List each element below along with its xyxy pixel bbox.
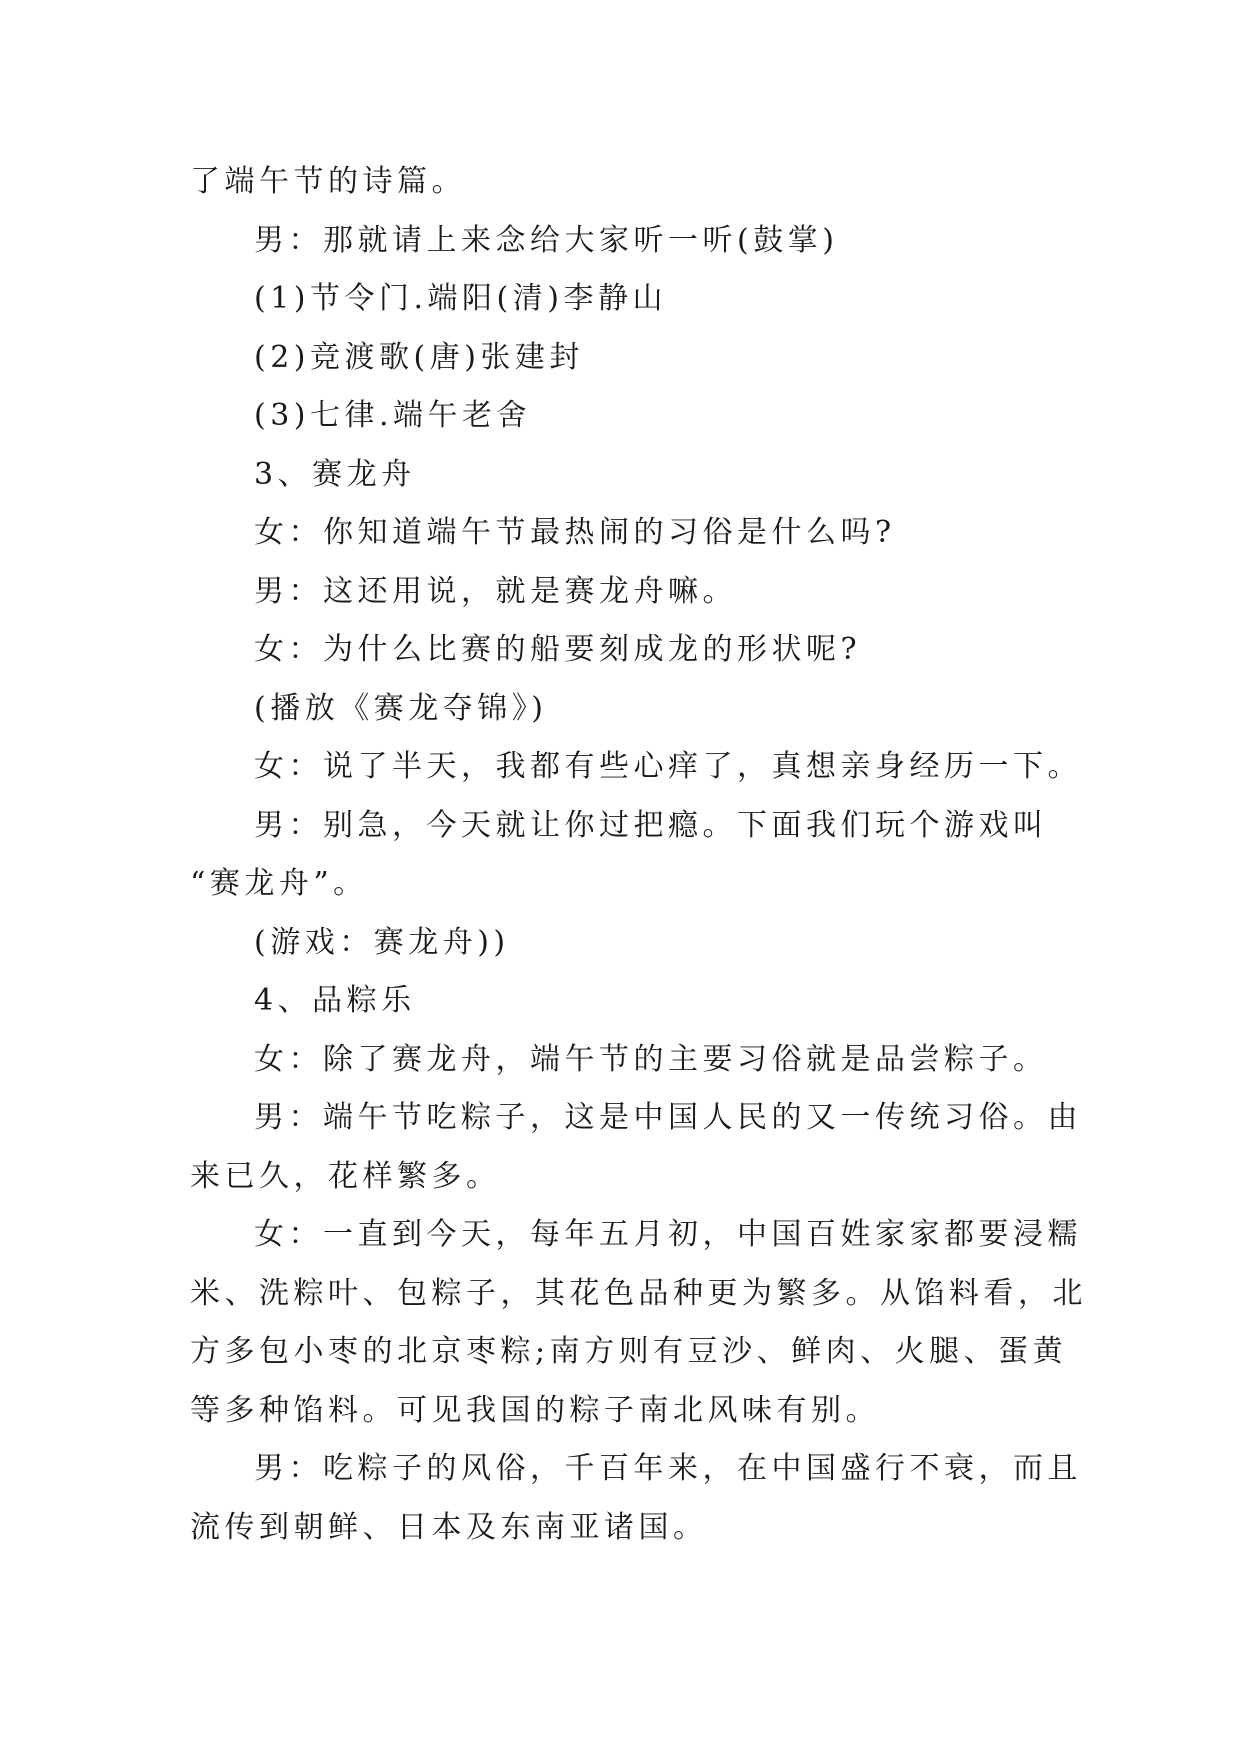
- text-line: 方多包小枣的北京枣粽;南方则有豆沙、鲜肉、火腿、蛋黄: [190, 1334, 1068, 1369]
- text-line: (1)节令门.端阳(清)李静山: [254, 281, 667, 316]
- text-line: 男：那就请上来念给大家听一听(鼓掌): [254, 222, 839, 258]
- text-line: 流传到朝鲜、日本及东南亚诸国。: [190, 1509, 708, 1545]
- text-line: 3、赛龙舟: [254, 456, 416, 492]
- text-line: 4、品粽乐: [254, 983, 416, 1018]
- text-line: “赛龙舟”。: [190, 866, 368, 901]
- text-line: 女：你知道端午节最热闹的习俗是什么吗?: [254, 515, 896, 550]
- text-line: 女：除了赛龙舟，端午节的主要习俗就是品尝粽子。: [254, 1041, 1048, 1077]
- text-line: (游戏：赛龙舟)): [254, 924, 510, 960]
- body-text: [190, 153, 1087, 1557]
- text-line: 男：这还用说，就是赛龙舟嘛。: [254, 573, 737, 609]
- text-line: 女：一直到今天，每年五月初，中国百姓家家都要浸糯: [254, 1217, 1082, 1252]
- text-line: (2)竞渡歌(唐)张建封: [254, 339, 584, 375]
- text-line: 等多种馅料。可见我国的粽子南北风味有别。: [190, 1392, 880, 1428]
- text-line: 男：端午节吃粽子，这是中国人民的又一传统习俗。由: [254, 1100, 1082, 1135]
- text-line: 女：为什么比赛的船要刻成龙的形状呢?: [254, 632, 862, 667]
- text-line: 女：说了半天，我都有些心痒了，真想亲身经历一下。: [254, 749, 1082, 784]
- text-line: 来已久，花样繁多。: [190, 1158, 501, 1194]
- text-line: 男：吃粽子的风俗，千百年来，在中国盛行不衰，而且: [254, 1451, 1082, 1486]
- text-line: 米、洗粽叶、包粽子，其花色品种更为繁多。从馅料看，北: [190, 1275, 1087, 1311]
- text-line: 了端午节的诗篇。: [190, 164, 466, 199]
- text-line: (播放《赛龙夺锦》): [254, 690, 548, 726]
- text-line: 男：别急，今天就让你过把瘾。下面我们玩个游戏叫: [254, 807, 1048, 843]
- text-line: (3)七律.端午老舍: [254, 398, 532, 433]
